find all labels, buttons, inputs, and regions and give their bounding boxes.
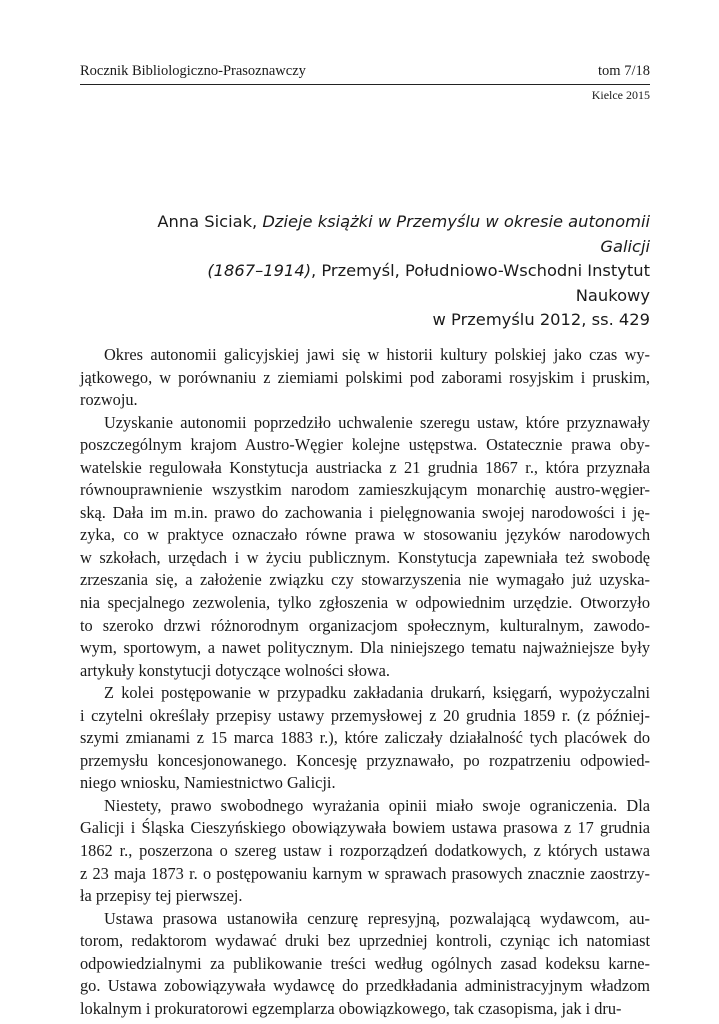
text-line: ła przepisy tej pierwszej.: [80, 886, 243, 906]
text-line: zrzeszania się, a założenie związku czy stowarzyszenia nie wymagało już uzyska-: [80, 570, 650, 590]
text-line: niego wniosku, Namiestnictwo Galicji.: [80, 773, 336, 793]
text-line: torom, redaktorom wydawać druki bez uprzedniej kontroli, czyniąc ich natomiast: [80, 931, 650, 951]
volume-number: tom 7/18: [598, 63, 650, 79]
text-line: ską. Dała im m.in. prawo do zachowania i pielęgnowania swojej narodowości i ję-: [80, 502, 650, 522]
paragraph: [80, 344, 650, 412]
text-line: nia specjalnego zezwolenia, tylko zgłoszenia w odpowiednim urzędzie. Otworzyło: [80, 593, 650, 613]
text-line: równouprawnienie wszystkim narodom zamieszkującym monarchię austro-węgier-: [80, 480, 650, 500]
book-author: Anna Siciak,: [157, 212, 263, 231]
review-body: [80, 344, 650, 1020]
text-line: Ustawa prasowa ustanowiła cenzurę represyjną, pozwalającą wydawcom, au-: [104, 908, 650, 928]
text-line: z 23 maja 1873 r. o postępowaniu karnym w sprawach prasowych znacznie zaostrzy-: [80, 863, 650, 883]
header-rule: [80, 84, 650, 85]
reviewed-book-citation: [130, 210, 650, 333]
place-year: Kielce 2015: [591, 88, 650, 102]
text-line: szymi zmianami z 15 marca 1883 r.), które zaliczały działalność tych placówek do: [80, 728, 650, 748]
text-line: przemysłu koncesjonowanego. Koncesję przyznawało, po rozpatrzeniu odpowied-: [80, 750, 650, 770]
text-line: go. Ustawa zobowiązywała wydawcę do przedkładania administracyjnym władzom: [80, 976, 650, 996]
paragraph: [80, 795, 650, 908]
citation-line-1: [130, 210, 650, 259]
text-line: jątkowego, w porównaniu z ziemiami polskimi pod zaborami rosyjskim i pruskim,: [80, 367, 650, 387]
paragraph: [80, 682, 650, 795]
paragraph: [80, 412, 650, 683]
text-line: Niestety, prawo swobodnego wyrażania opinii miało swoje ograniczenia. Dla: [104, 795, 650, 815]
book-title-part-1: Dzieje książki w Przemyślu w okresie autonomii Galicji: [262, 212, 650, 256]
text-line: artykuły konstytucji dotyczące wolności słowa.: [80, 660, 391, 680]
text-line: lokalnym i prokuratorowi egzemplarza obowiązkowego, tak czasopisma, jak i dru-: [80, 998, 622, 1018]
citation-line-2: [130, 259, 650, 308]
text-line: i czytelni określały przepisy ustawy przemysłowej z 20 grudnia 1859 r. (z później-: [80, 705, 650, 725]
text-line: Z kolei postępowanie w przypadku zakładania drukarń, księgarń, wypożyczalni: [104, 683, 650, 703]
running-head: [80, 62, 650, 82]
text-line: w szkołach, urzędach i w życiu publicznym. Konstytucja zapewniała też swobodę: [80, 547, 650, 567]
citation-line-3: w Przemyślu 2012, ss. 429: [432, 310, 650, 329]
book-title-part-2: (1867–1914): [207, 261, 312, 280]
text-line: Okres autonomii galicyjskiej jawi się w historii kultury polskiej jako czas wy-: [104, 345, 650, 364]
text-line: poszczególnym krajom Austro-Węgier kolejne ustępstwa. Ostatecznie prawa oby-: [80, 435, 650, 455]
text-line: zyka, co w praktyce oznaczało równe prawa w stosowaniu języków narodowych: [80, 525, 650, 545]
text-line: watelskie regulowała Konstytucja austriacka z 21 grudnia 1867 r., która przyznała: [80, 457, 650, 477]
text-line: Uzyskanie autonomii poprzedziło uchwalenie szeregu ustaw, które przyznawały: [104, 412, 650, 432]
text-line: wym, sportowym, a nawet politycznym. Dla niniejszego tematu najważniejsze były: [80, 638, 650, 658]
text-line: to szeroko drzwi różnorodnym organizacjom społecznym, kulturalnym, zawodo-: [80, 615, 650, 635]
journal-name: Rocznik Bibliologiczno-Prasoznawczy: [80, 63, 306, 79]
text-line: odpowiedzialnymi za publikowanie treści według ogólnych zasad kodeksu karne-: [80, 953, 650, 973]
text-line: Galicji i Śląska Cieszyńskiego obowiązywała bowiem ustawa prasowa z 17 grudnia: [80, 818, 650, 838]
book-publisher: , Przemyśl, Południowo-Wschodni Instytut Naukowy: [311, 261, 650, 305]
text-line: rozwoju.: [80, 390, 138, 410]
paragraph: [80, 908, 650, 1021]
text-line: 1862 r., poszerzona o szereg ustaw i rozporządzeń dodatkowych, z których ustawa: [80, 841, 650, 861]
